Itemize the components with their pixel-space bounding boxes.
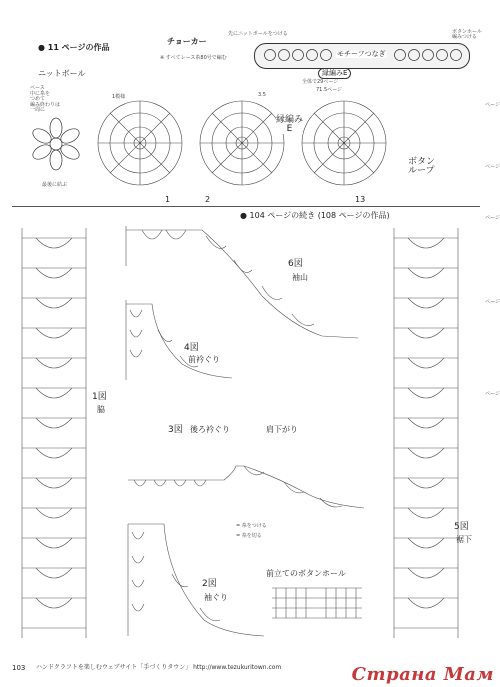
side-tab-4: ページ bbox=[485, 299, 500, 305]
page-number: 103 bbox=[12, 664, 26, 672]
fig5-number: 5図 bbox=[454, 522, 469, 532]
fig5-strip bbox=[388, 228, 464, 638]
legend-attach-yarn: = 糸をつける bbox=[236, 523, 267, 529]
repeat-label: 1模様 bbox=[112, 94, 126, 100]
fig3-extra: 肩下がり bbox=[266, 425, 298, 434]
fig4-number: 4図 bbox=[184, 343, 199, 353]
footer-text: ハンドクラフトを楽しむウェブサイト「手づくりタウン」 http://www.tezukuritown.com bbox=[36, 664, 282, 671]
edging-label: 縁編みE bbox=[318, 68, 351, 79]
side-tab-1: ページ bbox=[485, 102, 500, 108]
button-hole-title: 前立てのボタンホール bbox=[266, 569, 346, 578]
number-2: 2 bbox=[205, 195, 211, 204]
button-hole-diagram bbox=[270, 582, 366, 626]
section-divider bbox=[12, 206, 480, 207]
watermark-logo: Страна Мам bbox=[351, 664, 494, 685]
side-tab-3: ページ bbox=[485, 215, 500, 221]
fig3-name: 後ろ衿ぐり bbox=[190, 425, 230, 434]
fig6-number: 6図 bbox=[288, 259, 303, 269]
fig2-number: 2図 bbox=[202, 579, 217, 589]
choker-length-1: 全体で29ページ bbox=[302, 79, 339, 85]
knit-ball-label: ニットボール bbox=[38, 69, 86, 78]
fig5-name: 裾下 bbox=[456, 535, 472, 544]
motif-label-big: 縁編み E bbox=[276, 115, 304, 134]
side-tab-5: ページ bbox=[485, 391, 500, 397]
choker-length-2: 71.5ページ bbox=[316, 87, 343, 93]
fig6-name: 袖山 bbox=[292, 273, 308, 282]
number-1: 1 bbox=[165, 195, 171, 204]
knit-ball-bottom-note: 最後に結ぶ bbox=[42, 182, 68, 188]
section-title: ● 11 ページの作品 bbox=[38, 43, 110, 52]
choker-note: ※ すべてレース糸80号で編む bbox=[160, 55, 227, 61]
fig1-name: 脇 bbox=[97, 405, 105, 414]
number-13: 13 bbox=[355, 195, 366, 204]
motif-label: モチーフつなぎ bbox=[337, 50, 386, 58]
bottom-section-title: ● 104 ページの続き (108 ページの作品) bbox=[240, 211, 390, 220]
knit-ball-diagram bbox=[26, 112, 86, 176]
fig2-name: 袖ぐり bbox=[204, 593, 228, 602]
fig1-number: 1図 bbox=[92, 392, 107, 402]
choker-motif-row bbox=[262, 48, 462, 62]
fig4-diagram bbox=[122, 300, 242, 380]
button-note: ボタンホール 編みつける bbox=[452, 29, 482, 40]
knit-ball-notes: ベース 中に糸を つめて 編み終わりは 一周に bbox=[30, 85, 61, 113]
legend-cut-yarn: = 糸を切る bbox=[236, 533, 262, 539]
large-motif-row bbox=[92, 92, 392, 193]
fig2-diagram bbox=[124, 520, 274, 640]
fig3-number: 3図 bbox=[168, 425, 183, 435]
ring-note: 先にニットボールをつける bbox=[228, 31, 288, 37]
side-tab-2: ページ bbox=[485, 164, 500, 170]
fig4-name: 前衿ぐり bbox=[188, 355, 220, 364]
fig3-diagram bbox=[124, 436, 376, 516]
number-3-5: 3.5 bbox=[258, 92, 266, 98]
choker-title: チョーカー bbox=[167, 37, 207, 46]
fig1-strip bbox=[16, 228, 92, 638]
button-loop-label: ボタン ループ bbox=[408, 157, 436, 176]
